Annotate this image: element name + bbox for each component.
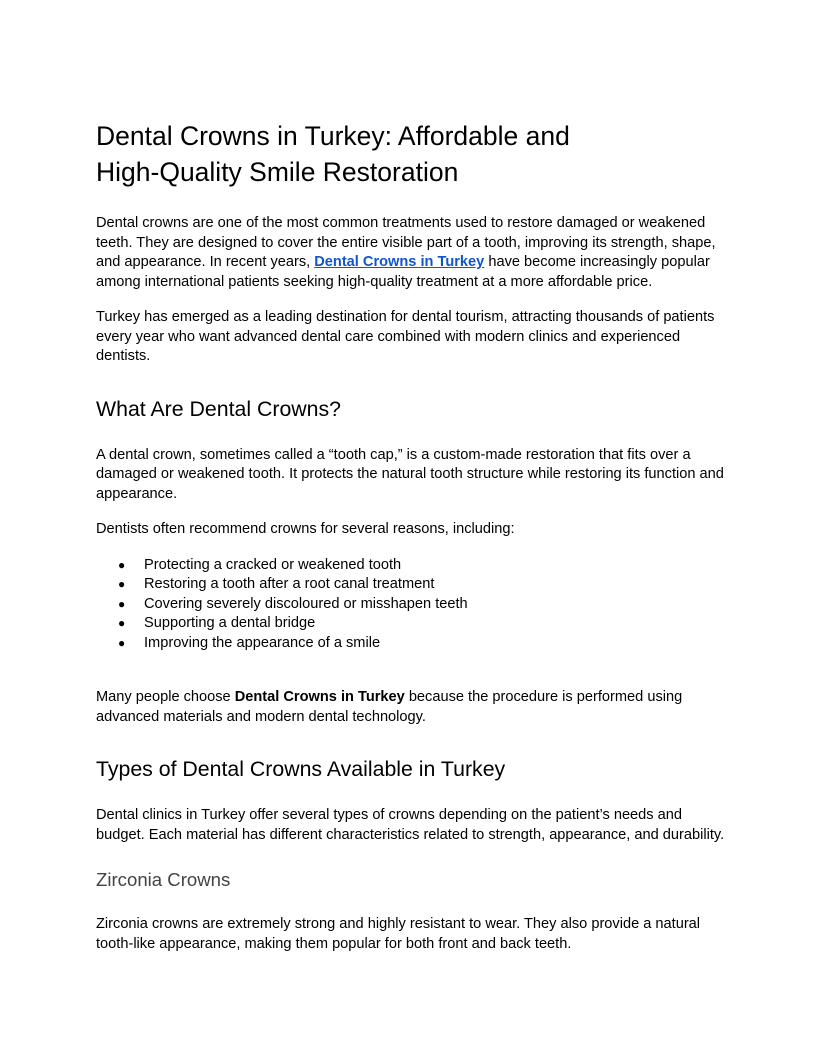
bullet-icon: ● — [118, 577, 126, 591]
section-heading-types-of-crowns: Types of Dental Crowns Available in Turkey — [96, 757, 506, 781]
document-title — [96, 118, 726, 190]
subheading-zirconia-crowns: Zirconia Crowns — [96, 869, 231, 890]
list-item-text: Covering severely discoloured or misshapen teeth — [144, 595, 468, 612]
reasons-list — [96, 556, 726, 654]
list-item — [96, 575, 726, 595]
list-item-text: Supporting a dental bridge — [144, 615, 316, 631]
list-item — [96, 634, 726, 654]
title-line-1: Dental Crowns in Turkey: Affordable and — [96, 121, 570, 151]
list-item-text: Restoring a tooth after a root canal treatment — [144, 576, 435, 592]
reasons-intro-paragraph: Dentists often recommend crowns for several reasons, including: — [96, 521, 515, 537]
document-body — [96, 118, 726, 954]
choose-turkey-paragraph — [96, 688, 726, 727]
title-line-2: High-Quality Smile Restoration — [96, 157, 459, 187]
intro-text-end: have become increasingly popular among international patients seeking high-quality treatment at a more affordable price. — [96, 254, 710, 290]
choose-text-start: Many people choose — [96, 689, 235, 705]
dental-crowns-turkey-link[interactable]: Dental Crowns in Turkey — [314, 254, 485, 270]
list-item-text: Protecting a cracked or weakened tooth — [144, 556, 402, 573]
choose-text-end: because the procedure is performed using advanced materials and modern dental technology. — [96, 689, 683, 725]
bullet-icon: ● — [118, 635, 126, 650]
intro-paragraph — [96, 214, 726, 292]
choose-text-bold: Dental Crowns in Turkey — [234, 689, 405, 705]
crown-definition-paragraph: A dental crown, sometimes called a “tooth cap,” is a custom-made restoration that fits over a damaged or weakened tooth. It protects the natural tooth structure while restoring its function and appearance. — [96, 446, 724, 502]
dental-tourism-paragraph: Turkey has emerged as a leading destination for dental tourism, attracting thousands of patients every year who want advanced dental care combined with modern clinics and experienced dentists. — [96, 309, 715, 364]
list-item-text: Improving the appearance of a smile — [144, 634, 381, 651]
bullet-icon: ● — [118, 557, 126, 572]
crown-types-paragraph: Dental clinics in Turkey offer several types of crowns depending on the patient’s needs and budget. Each material has different characteristics related to strength, appearance, and durability. — [96, 807, 725, 843]
bullet-icon: ● — [118, 616, 126, 630]
section-heading-what-are-crowns: What Are Dental Crowns? — [96, 396, 342, 421]
list-item — [96, 595, 726, 615]
intro-text-start: Dental crowns are one of the most common treatments used to restore damaged or weakened teeth. They are designed to cover the entire visible part of a tooth, improving its strength, shape, and appearance. In recent years, — [96, 215, 716, 270]
bullet-icon: ● — [118, 596, 126, 611]
list-item — [96, 614, 726, 634]
zirconia-paragraph: Zirconia crowns are extremely strong and highly resistant to wear. They also provide a natural tooth-like appearance, making them popular for both front and back teeth. — [96, 916, 701, 952]
list-item — [96, 556, 726, 576]
